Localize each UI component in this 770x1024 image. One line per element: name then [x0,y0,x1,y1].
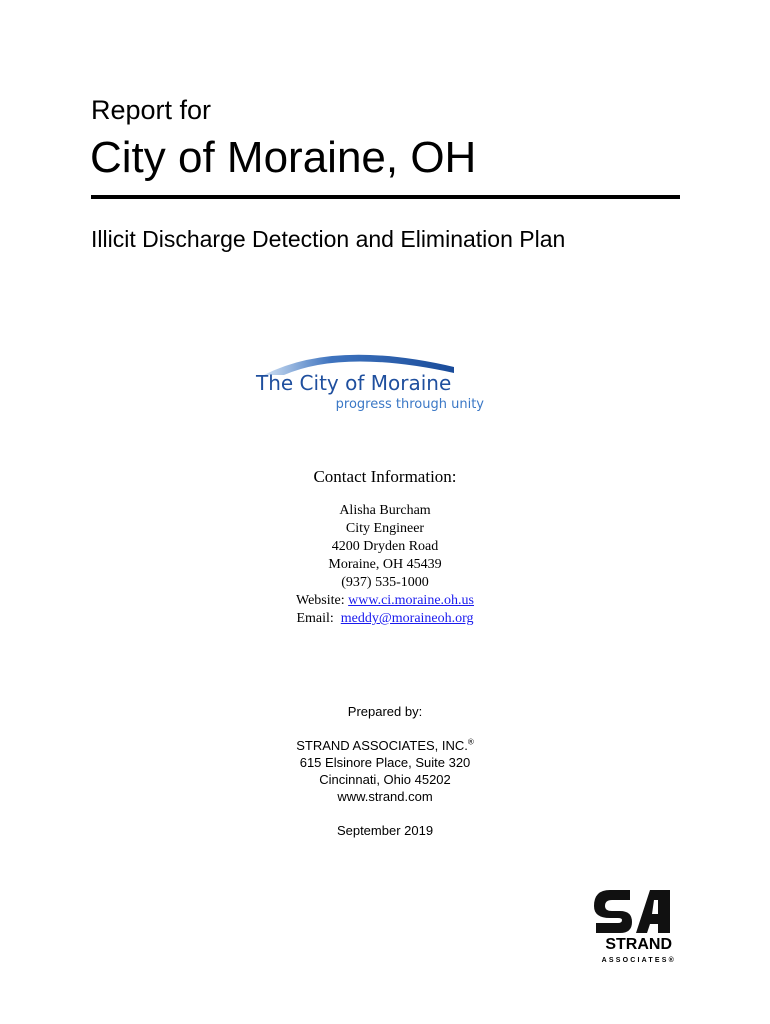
firm-address-street: 615 Elsinore Place, Suite 320 [299,755,471,770]
registered-mark: ® [467,737,474,747]
prepared-by-label: Prepared by: [347,704,423,719]
firm-name-row [185,737,585,754]
email-link[interactable]: meddy@moraineoh.org [340,611,474,626]
page-title: City of Moraine, OH [90,133,477,182]
report-date: September 2019 [336,823,434,838]
firm-name: STRAND ASSOCIATES, INC. [296,738,468,753]
logo-name: The City of Moraine [256,371,452,395]
website-label: Website: [296,593,345,608]
contact-title: City Engineer [345,521,425,536]
contact-information [185,466,585,628]
firm-address-city: Cincinnati, Ohio 45202 [319,772,451,787]
contact-address-city: Moraine, OH 45439 [328,557,442,572]
contact-phone: (937) 535-1000 [341,575,429,590]
report-for-label: Report for [91,95,212,125]
contact-name: Alisha Burcham [339,503,431,518]
associates-wordmark: ASSOCIATES® [601,957,676,964]
city-of-moraine-logo [254,345,494,417]
website-link[interactable]: www.ci.moraine.oh.us [348,593,474,608]
contact-heading: Contact Information: [313,467,457,486]
logo-tagline: progress through unity [335,397,484,412]
report-subtitle: Illicit Discharge Detection and Elimination Plan [91,226,566,252]
contact-address-street: 4200 Dryden Road [331,539,439,554]
contact-email-row [185,610,585,628]
monogram-a [636,890,670,933]
monogram-s [594,890,632,933]
strand-wordmark: STRAND [605,936,672,953]
prepared-by-section [185,703,585,839]
contact-website-row [185,592,585,610]
firm-website: www.strand.com [337,789,433,804]
email-label: Email: [296,611,334,626]
title-divider [91,195,680,199]
